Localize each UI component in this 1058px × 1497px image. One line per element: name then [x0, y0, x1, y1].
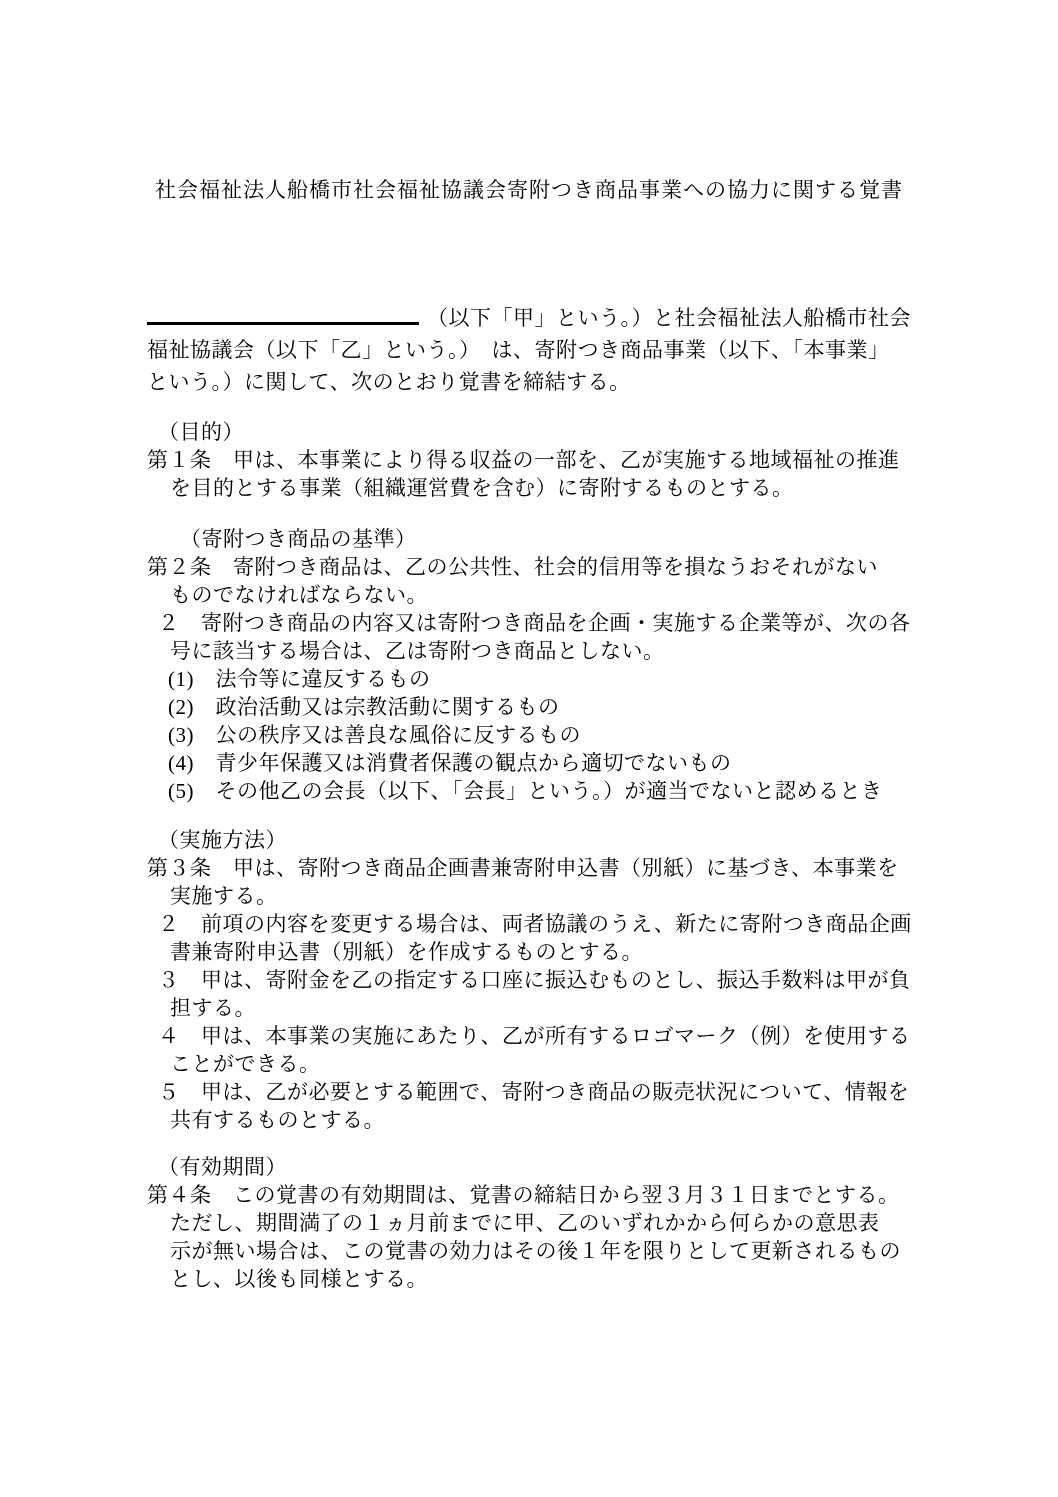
- text-line: 担する。: [170, 996, 256, 1020]
- text-line: ２ 前項の内容を変更する場合は、両者協議のうえ、新たに寄附つき商品企画: [158, 912, 912, 936]
- text-line: を目的とする事業（組織運営費を含む）に寄附するものとする。: [170, 476, 794, 500]
- list-item: (1) 法令等に違反するもの: [168, 667, 431, 691]
- section-heading: （目的）: [158, 420, 244, 444]
- text-line: とし、以後も同様とする。: [170, 1267, 428, 1291]
- section-term: [147, 1153, 920, 1293]
- text-line: 共有するものとする。: [170, 1108, 385, 1132]
- list-item: (4) 青少年保護又は消費者保護の観点から適切でないもの: [168, 751, 732, 775]
- document-title: 社会福祉法人船橋市社会福祉協議会寄附つき商品事業への協力に関する覚書: [155, 178, 903, 202]
- section-standards: [147, 525, 920, 805]
- intro-line-text: （以下「甲」という。）と社会福祉法人船橋市社会: [427, 306, 911, 330]
- text-line: [147, 302, 920, 334]
- text-line: ことができる。: [170, 1052, 321, 1076]
- intro-paragraph: [147, 302, 920, 398]
- party-name-blank-line: [147, 302, 419, 325]
- text-line: 第１条 甲は、本事業により得る収益の一部を、乙が実施する地域福祉の推進: [147, 448, 900, 472]
- text-line: ものでなければならない。: [170, 583, 428, 607]
- section-methods: [147, 826, 920, 1134]
- text-line: 第３条 甲は、寄附つき商品企画書兼寄附申込書（別紙）に基づき、本事業を: [147, 856, 899, 880]
- text-line: ４ 甲は、本事業の実施にあたり、乙が所有するロゴマーク（例）を使用する: [158, 1024, 911, 1048]
- text-line: ただし、期間満了の１ヵ月前までに甲、乙のいずれかから何らかの意思表: [170, 1211, 880, 1235]
- section-heading: （有効期間）: [158, 1155, 287, 1179]
- text-line: 第４条 この覚書の有効期間は、覚書の締結日から翌３月３１日までとする。: [147, 1183, 900, 1207]
- text-line: ５ 甲は、乙が必要とする範囲で、寄附つき商品の販売状況について、情報を: [158, 1080, 910, 1104]
- section-heading: （寄附つき商品の基準）: [180, 527, 417, 551]
- text-line: 福祉協議会（以下「乙」という。） は、寄附つき商品事業（以下、「本事業」: [147, 338, 890, 362]
- text-line: 号に該当する場合は、乙は寄附つき商品としない。: [170, 639, 665, 663]
- text-line: 書兼寄附申込書（別紙）を作成するものとする。: [170, 940, 643, 964]
- section-purpose: [147, 418, 920, 502]
- text-line: 第２条 寄附つき商品は、乙の公共性、社会的信用等を損なうおそれがない: [147, 555, 878, 579]
- text-line: 示が無い場合は、この覚書の効力はその後１年を限りとして更新されるもの: [170, 1239, 901, 1263]
- section-heading: （実施方法）: [158, 828, 287, 852]
- list-item: (3) 公の秩序又は善良な風俗に反するもの: [168, 723, 581, 747]
- text-line: 実施する。: [170, 884, 278, 908]
- text-line: ２ 寄附つき商品の内容又は寄附つき商品を企画・実施する企業等が、次の各: [158, 611, 911, 635]
- text-line: という。）に関して、次のとおり覚書を締結する。: [147, 370, 631, 394]
- text-line: ３ 甲は、寄附金を乙の指定する口座に振込むものとし、振込手数料は甲が負: [158, 968, 911, 992]
- list-item: (5) その他乙の会長（以下、「会長」という。）が適当でないと認めるとき: [168, 779, 883, 803]
- list-item: (2) 政治活動又は宗教活動に関するもの: [168, 695, 560, 719]
